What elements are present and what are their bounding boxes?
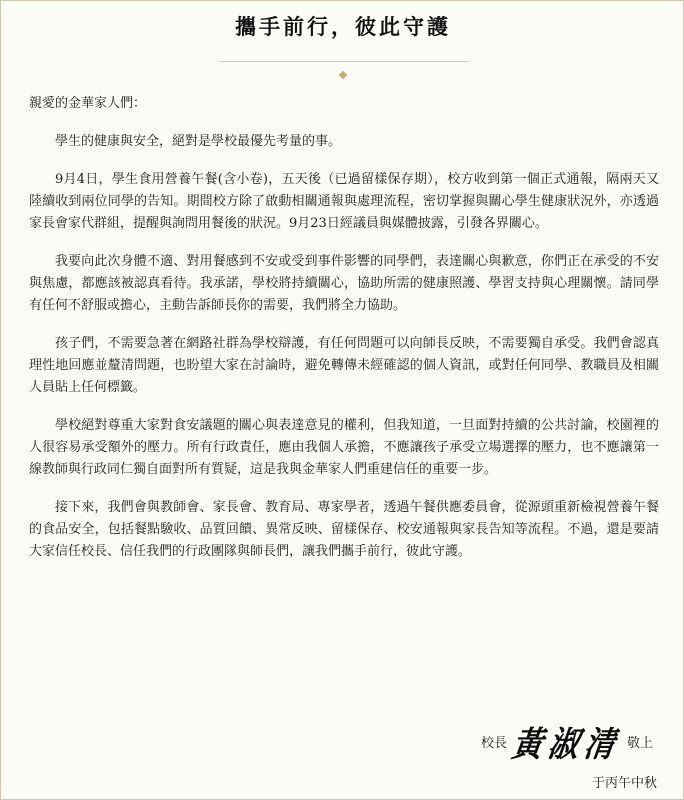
- paragraph-5: 學校絕對尊重大家對食安議題的關心與表達意見的權利，但我知道，一旦面對持續的公共討論，校園裡的人很容易承受額外的壓力。所有行政責任，應由我個人承擔，不應讓孩子承受立場選擇的壓力，也不應讓第一線教師與行政同仁獨自面對所有質疑，這是我與金華家人們重建信任的重要一步。: [29, 418, 659, 477]
- handwritten-signature: 黃淑清: [509, 724, 624, 766]
- date-line: 于丙午中秋: [591, 776, 657, 791]
- title-divider: [219, 61, 469, 62]
- signature-suffix: 敬上: [626, 735, 653, 751]
- signature-prefix: 校長: [480, 735, 507, 751]
- letter-body: [29, 93, 659, 579]
- paragraph-3: 我要向此次身體不適、對用餐感到不安或受到事件影響的同學們，表達關心與歉意，你們正在承受的不安與焦慮，都應該被認真看待。我承諾，學校將持續關心，協助所需的健康照護、學習支持與心理關懷。請同學有任何不舒服或擔心，主動告訴師長你的需要，我們將全力協助。: [29, 254, 659, 313]
- paragraph-1: 學生的健康與安全，絕對是學校最優先考量的事。: [55, 134, 342, 149]
- greeting: 親愛的金華家人們：: [29, 96, 147, 111]
- diamond-ornament-icon: [339, 71, 347, 79]
- signature-block: [480, 719, 653, 766]
- paragraph-2: 9月4日，學生食用營養午餐(含小卷)，五天後（已過留樣保存期），校方收到第一個正式通報，隔兩天又陸續收到兩位同學的告知。期間校方除了啟動相關通報與處理流程，密切掌握與關心學生健康狀況外，亦透過家長會家代群組，提醒與詢問用餐後的狀況。9月23日經議員與媒體披露，引發各界關心。: [29, 172, 659, 231]
- paragraph-6: 接下來，我們會與教師會、家長會、教育局、專家學者，透過午餐供應委員會，從源頭重新檢視營養午餐的食品安全，包括餐點驗收、品質回饋、異常反映、留樣保存、校安通報與家長告知等流程。不過，還是要請大家信任校長、信任我們的行政團隊與師長們，讓我們攜手前行，彼此守護。: [29, 500, 659, 559]
- paragraph-4: 孩子們，不需要急著在網路社群為學校辯護，有任何問題可以向師長反映，不需要獨自承受。我們會認真理性地回應並釐清問題，也盼望大家在討論時，避免轉傳未經確認的個人資訊，或對任何同學、教職員及相關人員貼上任何標籤。: [29, 336, 659, 395]
- letter-title: 攜手前行，彼此守護: [235, 14, 451, 39]
